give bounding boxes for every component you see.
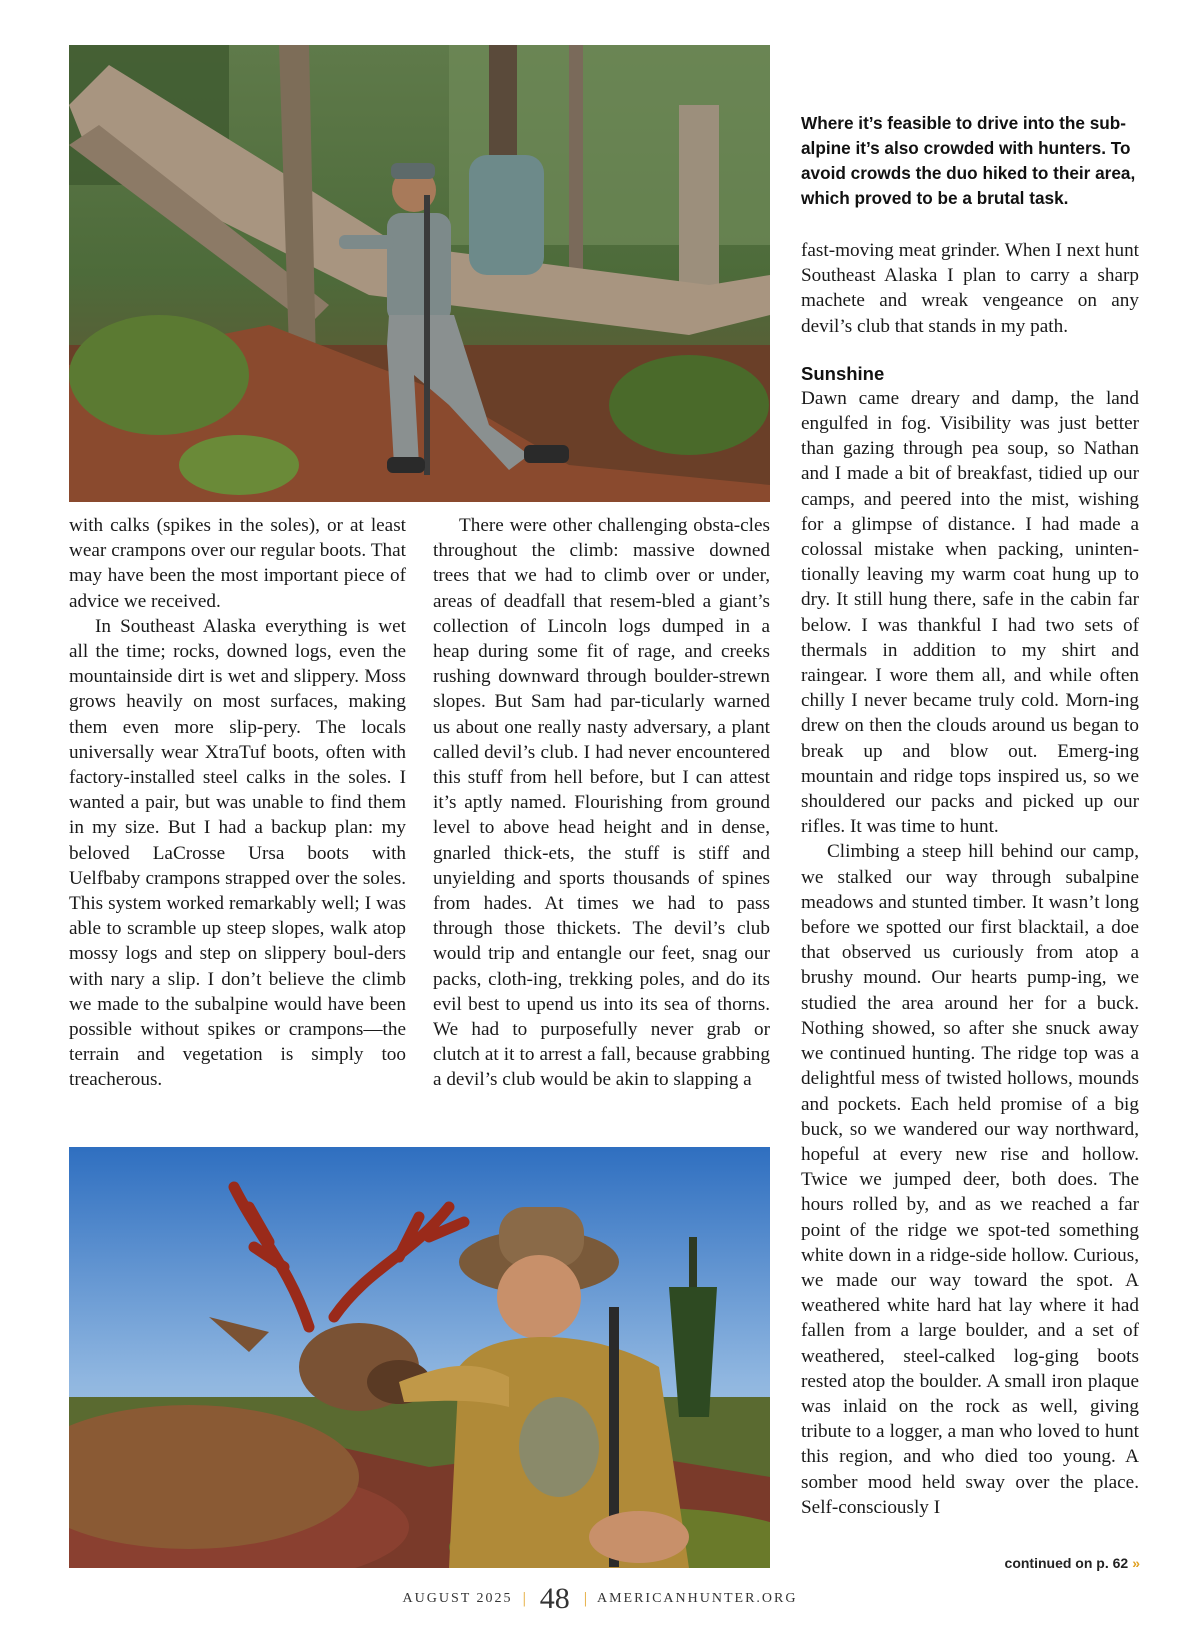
continued-text: continued on p. 62	[1004, 1555, 1129, 1571]
paragraph: Climbing a steep hill behind our camp, we stalked our way through subalpine meadows and stunted timber. It wasn’t long before we spotted our first blacktail, a doe that observed us curiously from atop a brushy mound. Our hearts pump-ing, we studied the area around her for a buck. Nothing showed, so after she snuck away we continued hunting. The ridge top was a delightful mess of twisted hollows, mounds and pockets. Each held promise of a big buck, so we wandered our way northward, hopeful at every new rise and hollow. Twice we jumped deer, both does. The hours rolled by, and as we reached a far point of the ridge we spot-ted something white down in a ridge-side hollow. Curious, we made our way toward the spot. A weathered white hard hat lay where it had fallen from a large boulder, and a set of weathered, steel-calked log-ging boots rested atop the boulder. A small iron plaque was inlaid on the rock as well, giving tribute to a logger, a man who loved to hunt this region, and who died too young. A somber mood held sway over the place. Self-consciously I	[801, 841, 1139, 1518]
forest-photo-illustration	[69, 45, 770, 502]
paragraph: There were other challenging obsta-cles throughout the climb: massive downed trees that we had to climb over or under, areas of deadfall that resem-bled a giant’s collection of Lincoln logs dumped in a heap during some fit of rage, and creeks rushing downward through boulder-strewn slopes. But Sam had par-ticularly warned us about one really nasty adversary, a plant called devil’s club. I had never encountered this stuff from hell before, but I can attest it’s aptly named. Flourishing from ground level to above head height and in dense, gnarled thick-ets, the stuff is stiff and unyielding and sports thousands of spines from hades. At times we had to pass through those thickets. The devil’s club would trip and entangle our feet, snag our packs, cloth-ing, trekking poles, and do its evil best to upend us into its sea of thorns. We had to purposefully never grab or clutch at it to arrest a fall, because grabbing a devil’s club would be akin to slapping a	[433, 515, 770, 1091]
page-footer	[0, 1582, 1200, 1616]
article-column-3	[801, 238, 1139, 1520]
continued-note	[1005, 1555, 1140, 1571]
page-number: 48	[539, 1582, 570, 1615]
footer-month: AUGUST 2025	[402, 1591, 513, 1606]
article-column-2	[433, 513, 770, 1093]
article-column-1	[69, 513, 406, 1093]
section-subhead: Sunshine	[801, 362, 885, 384]
double-chevron-right-icon: »	[1132, 1555, 1140, 1571]
paragraph: In Southeast Alaska everything is wet all the time; rocks, downed logs, even the mountainside dirt is wet and slippery. Moss grows heavily on most surfaces, making them even more slip-pery. The locals universally wear XtraTuf boots, often with factory-installed steel calks in the soles. I wanted a pair, but was unable to find them in my size. But I had a backup plan: my beloved LaCrosse Ursa boots with Uelfbaby crampons strapped over the soles. This system worked remarkably well; I was able to scramble up steep slopes, walk atop mossy logs and step on slippery boul-ders with nary a slip. I don’t believe the climb we made to the subalpine would have been possible without spikes or crampons—the terrain and vegetation is simply too treacherous.	[69, 615, 406, 1091]
photo-hunter-climbing-forest	[69, 45, 770, 502]
footer-site: AMERICANHUNTER.ORG	[596, 1591, 798, 1606]
footer-separator: |	[583, 1590, 587, 1607]
photo-caption: Where it’s feasible to drive into the sub-alpine it’s also crowded with hunters. To avoid crowds the duo hiked to their area, which proved to be a brutal task.	[801, 113, 1136, 208]
footer-separator: |	[522, 1590, 526, 1607]
photo-hunter-with-buck	[69, 1147, 770, 1568]
paragraph: Dawn came dreary and damp, the land engulfed in fog. Visibility was just better than gazing through pea soup, so Nathan and I made a bit of breakfast, tidied up our camps, and peered into the mist, wishing for a glimpse of distance. I had made a colossal mistake when packing, uninten-tionally leaving my warm coat hung up to dry. It still hung there, safe in the cabin far below. I was thankful I had two sets of thermals in addition to my shirt and raingear. I wore them all, and while often chilly I never became truly cold. Morn-ing drew on then the clouds around us began to break up and blow out. Emerg-ing mountain and ridge tops inspired us, so we shouldered our packs and picked up our rifles. It was time to hunt.	[801, 387, 1139, 838]
paragraph: fast-moving meat grinder. When I next hunt Southeast Alaska I plan to carry a sharp machete and wreak vengeance on any devil’s club that stands in my path.	[801, 240, 1139, 337]
paragraph: with calks (spikes in the soles), or at least wear crampons over our regular boots. That may have been the most important piece of advice we received.	[69, 515, 406, 612]
buck-photo-illustration	[69, 1147, 770, 1568]
